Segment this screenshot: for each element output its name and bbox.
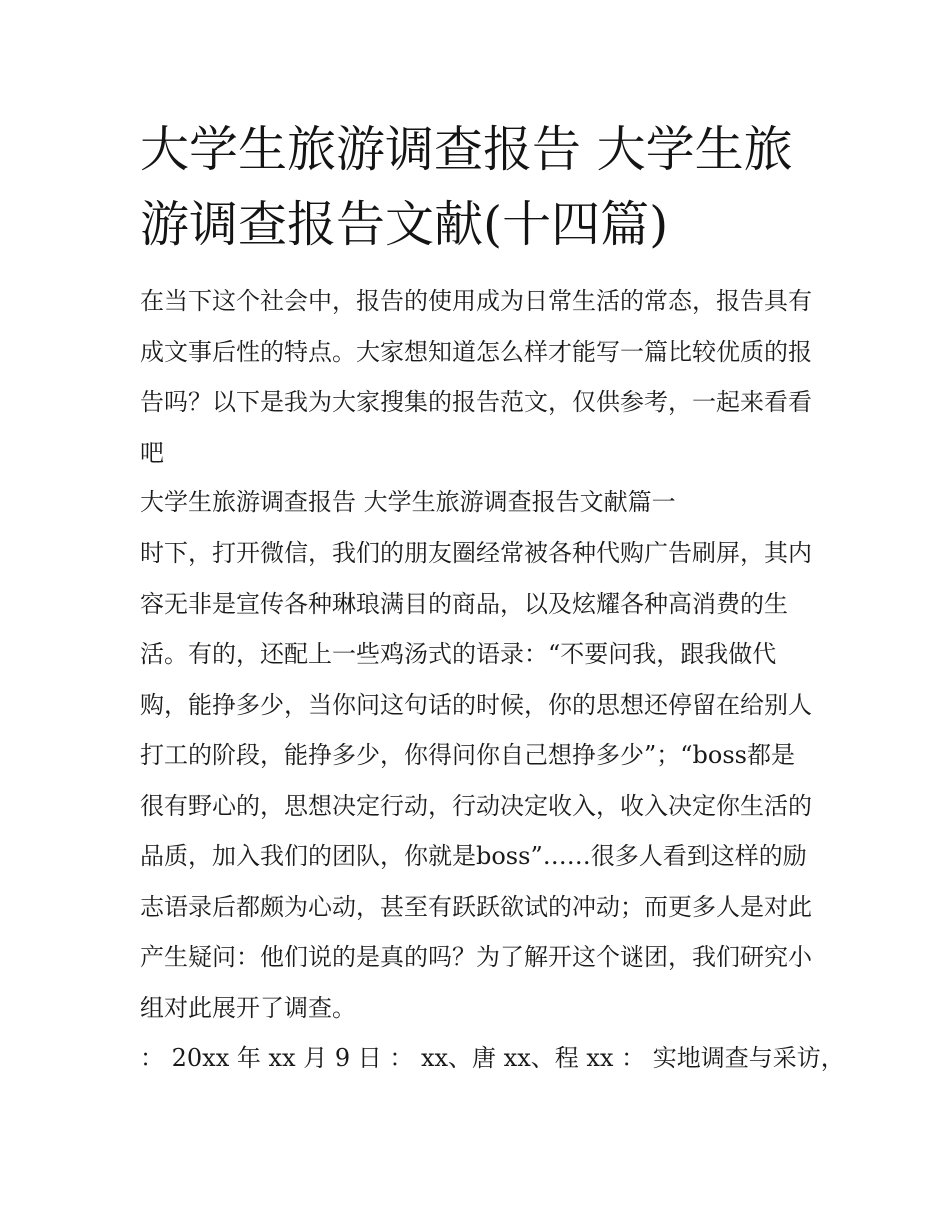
document-title: 大学生旅游调查报告 大学生旅游调查报告文献(十四篇) <box>140 121 793 253</box>
section-heading: 大学生旅游调查报告 大学生旅游调查报告文献篇一 <box>140 488 676 516</box>
survey-meta-line: ： 20xx 年 xx 月 9 日 ： xx、唐 xx、程 xx ： 实地调查与采访， <box>140 1044 845 1072</box>
intro-paragraph: 在当下这个社会中，报告的使用成为日常生活的常态，报告具有成文事后性的特点。大家想知道怎么样才能写一篇比较优质的报告吗？以下是我为大家搜集的报告范文，仅供参考，一起来看看吧 <box>140 287 812 467</box>
body-paragraph: 时下，打开微信，我们的朋友圈经常被各种代购广告刷屏，其内容无非是宣传各种琳琅满目的商品，以及炫耀各种高消费的生活。有的，还配上一些鸡汤式的语录：“不要问我，跟我做代购，能挣多少，当你问这句话的时候，你的思想还停留在给别人打工的阶段，能挣多少，你得问你自己想挣多少”；“boss都是很有野心的，思想决定行动，行动决定收入，收入决定你生活的品质，加入我们的团队，你就是boss”……很多人看到这样的励志语录后都颇为心动，甚至有跃跃欲试的冲动；而更多人是对此产生疑问：他们说的是真的吗？为了解开这个谜团，我们研究小组对此展开了调查。 <box>140 539 812 1022</box>
